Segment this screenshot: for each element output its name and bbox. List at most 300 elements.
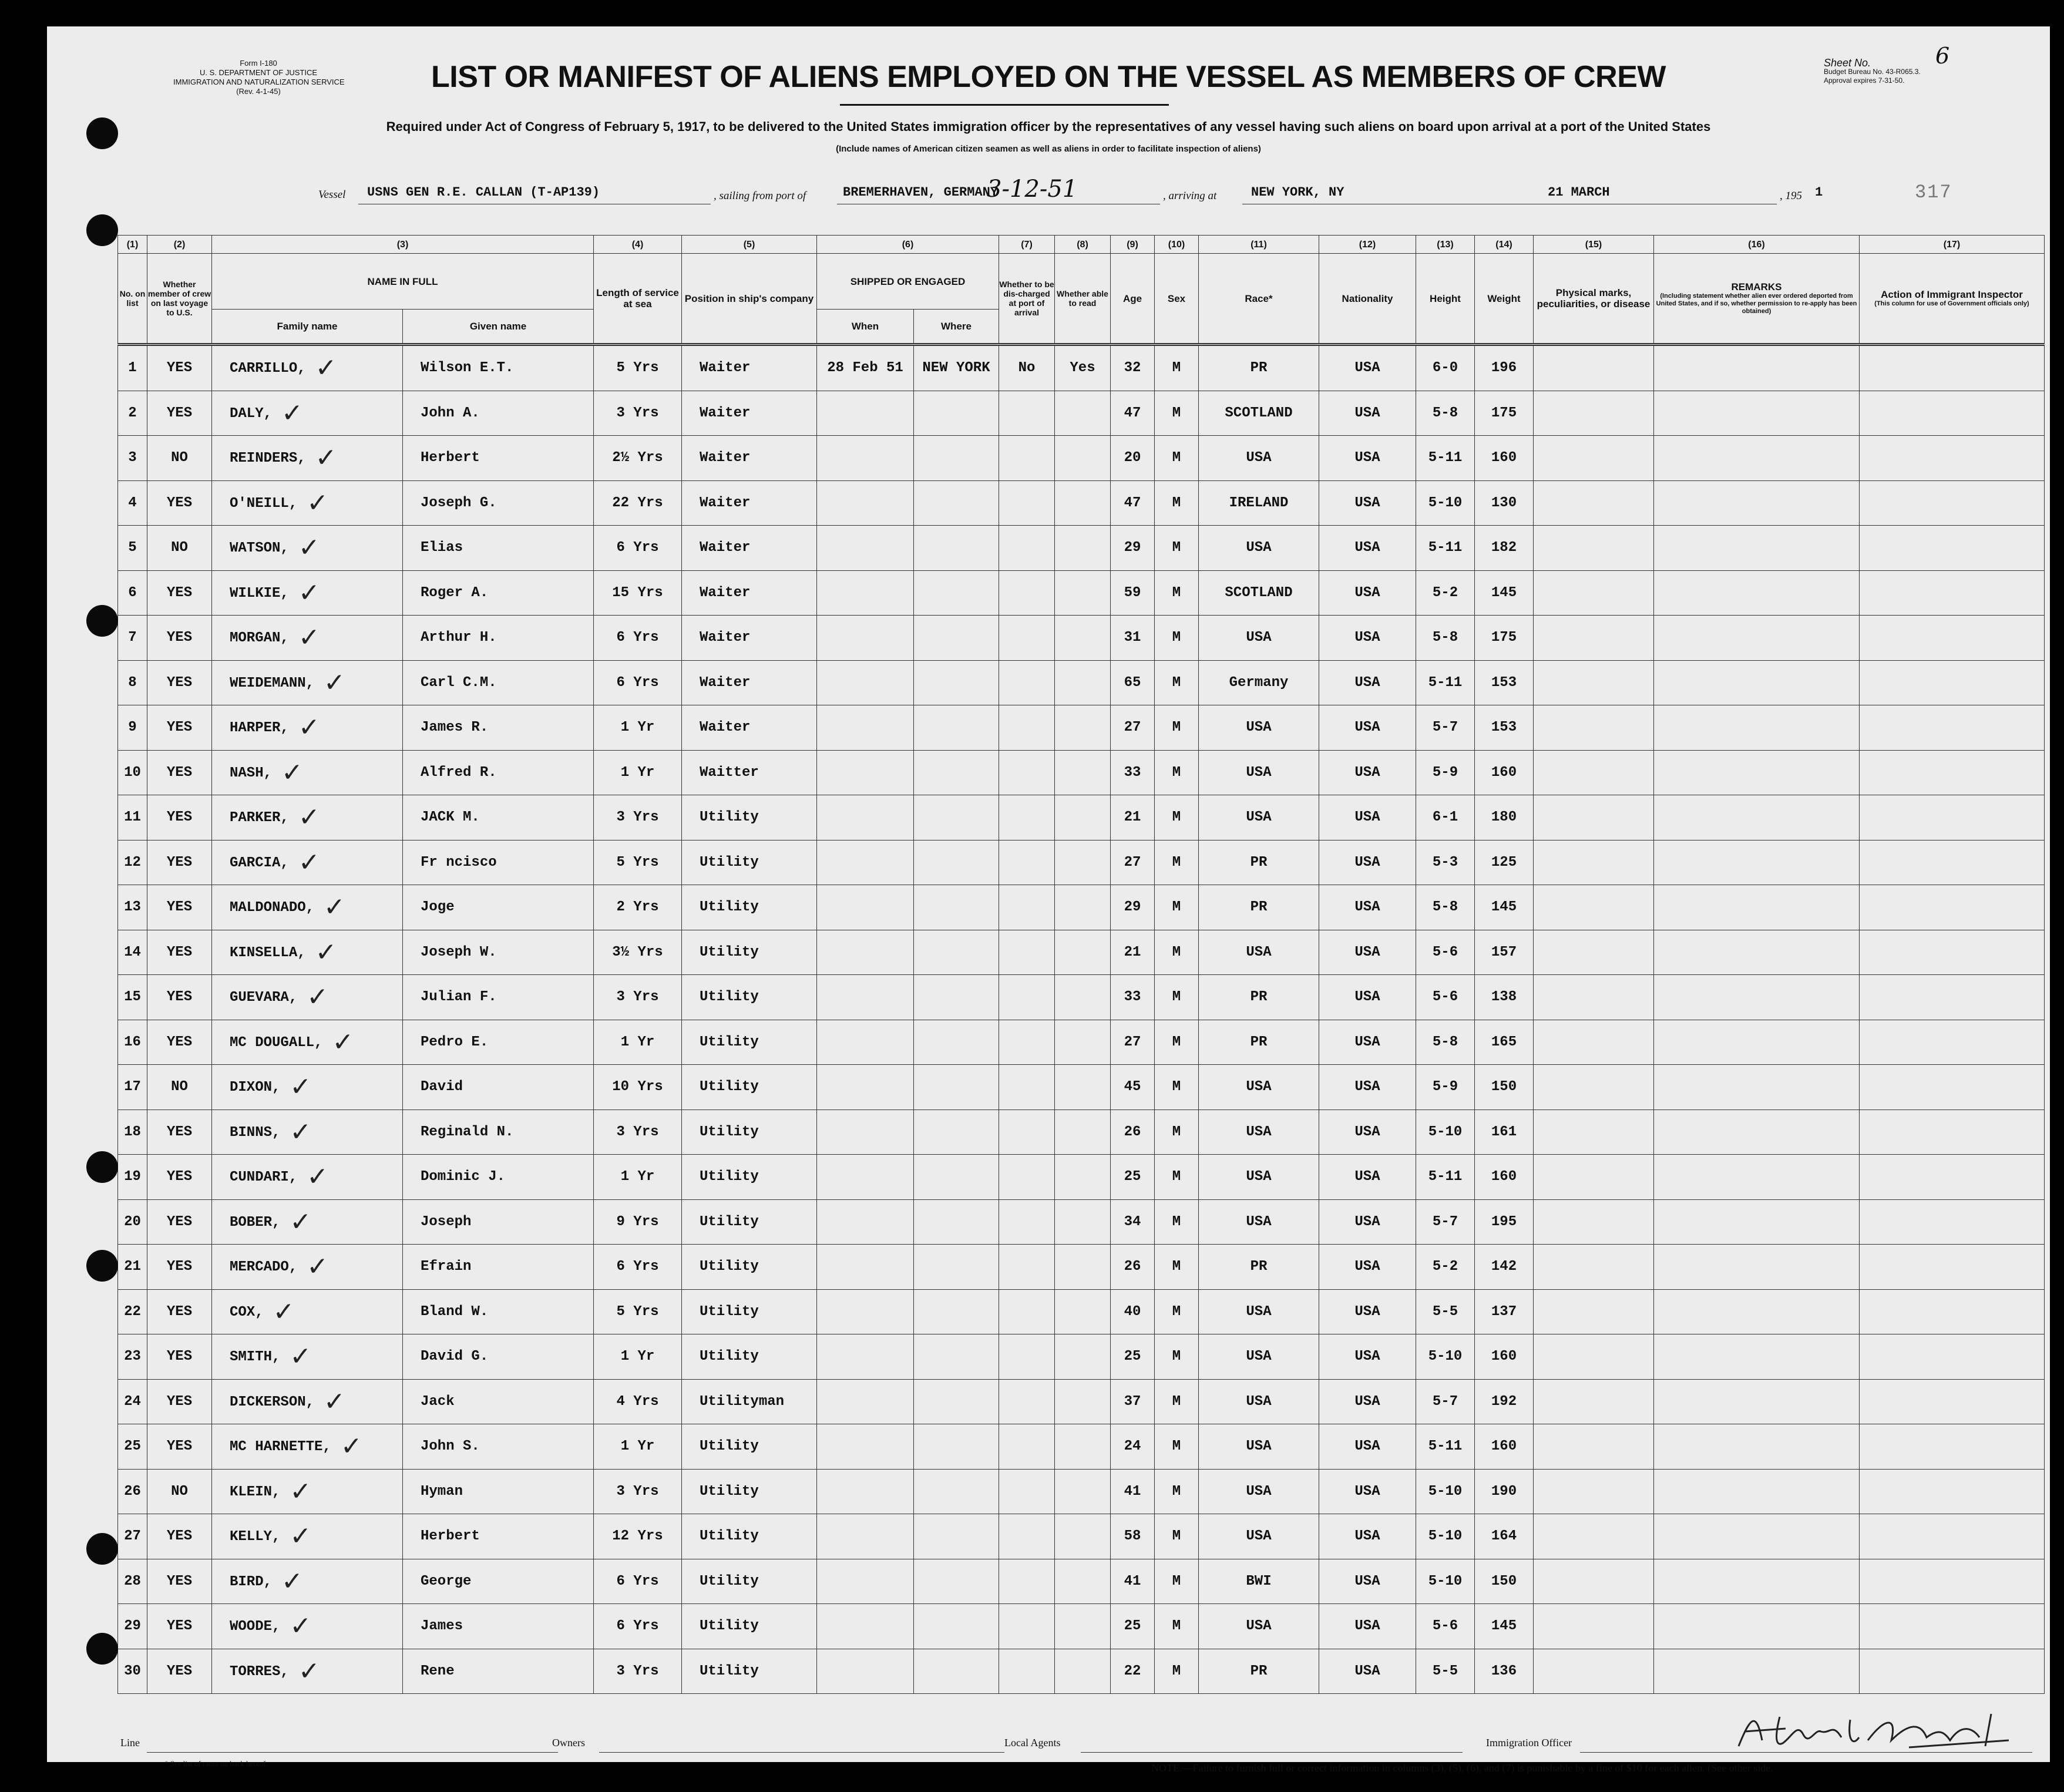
check-mark-icon: ✓ (290, 1476, 312, 1507)
position: Utility (700, 1303, 759, 1320)
sex: M (1172, 584, 1181, 601)
sex-cell (1155, 1110, 1199, 1155)
sex: M (1172, 809, 1181, 826)
height-cell (1416, 1245, 1475, 1290)
height-cell (1416, 1020, 1475, 1065)
binder-hole-6 (86, 1533, 118, 1565)
table-row (118, 436, 2045, 481)
able-to-read-cell (1055, 1199, 1111, 1245)
officer-signature (1733, 1705, 2015, 1758)
discharged-cell (999, 480, 1055, 526)
sex-cell (1155, 1020, 1199, 1065)
nationality-cell (1319, 795, 1416, 840)
position-cell (682, 1334, 817, 1380)
nationality: USA (1354, 720, 1380, 736)
length-of-service-cell (594, 1514, 682, 1559)
sex-cell (1155, 391, 1199, 436)
position: Utility (700, 1213, 759, 1230)
race: PR (1250, 989, 1268, 1006)
nationality: USA (1354, 899, 1380, 916)
member-status: YES (166, 764, 193, 781)
row-number-cell (118, 975, 147, 1020)
able-to-read-cell (1055, 1065, 1111, 1110)
given-name: Joseph (421, 1213, 472, 1230)
row-number: 27 (124, 1528, 141, 1545)
shipped-where-cell (914, 1649, 999, 1694)
shipped-where-cell (914, 1559, 999, 1604)
length-of-service-cell (594, 480, 682, 526)
given-name: JACK M. (421, 809, 480, 826)
family-name-cell (212, 1649, 403, 1694)
check-mark-icon: ✓ (290, 1117, 312, 1147)
row-number-cell (118, 705, 147, 751)
check-mark-icon: ✓ (324, 892, 345, 923)
physical-marks-cell (1534, 750, 1654, 795)
arriving-port: NEW YORK, NY (1251, 185, 1344, 200)
weight-cell (1475, 750, 1534, 795)
member-status-cell (147, 1110, 212, 1155)
height-cell (1416, 1065, 1475, 1110)
weight: 145 (1491, 1618, 1517, 1635)
age: 29 (1124, 540, 1141, 556)
position-cell (682, 1020, 817, 1065)
family-name-cell (212, 1604, 403, 1649)
family-name: PARKER, (230, 810, 289, 826)
header-nationality: Nationality (1319, 254, 1416, 345)
given-name: Alfred R. (421, 764, 497, 781)
shipped-when-cell (817, 975, 914, 1020)
nationality-cell (1319, 705, 1416, 751)
nationality-cell (1319, 1469, 1416, 1514)
agents-label: Local Agents (1004, 1737, 1061, 1749)
shipped-when-cell (817, 840, 914, 885)
position: Waiter (700, 360, 751, 376)
row-number-cell (118, 1155, 147, 1200)
sex: M (1172, 1618, 1181, 1635)
height: 5-9 (1432, 1079, 1458, 1095)
nationality-cell (1319, 660, 1416, 705)
inspector-action-cell (1860, 1559, 2045, 1604)
shipped-where-cell (914, 436, 999, 481)
shipped-where-cell (914, 570, 999, 616)
age: 27 (1124, 720, 1141, 736)
race: USA (1246, 764, 1272, 781)
weight-cell (1475, 885, 1534, 930)
nationality: USA (1354, 1169, 1380, 1185)
row-number-cell (118, 1334, 147, 1380)
sex-cell (1155, 1245, 1199, 1290)
shipped-when-cell (817, 795, 914, 840)
age-cell (1111, 391, 1155, 436)
header-race: Race* (1199, 254, 1319, 345)
shipped-when-cell (817, 1020, 914, 1065)
discharged-cell (999, 1469, 1055, 1514)
height: 5-7 (1432, 720, 1458, 736)
header-no-on-list: No. on list (118, 254, 147, 345)
member-status: YES (166, 1259, 193, 1275)
remarks-cell (1654, 1245, 1860, 1290)
able-to-read-cell (1055, 975, 1111, 1020)
given-name: Jack (421, 1393, 455, 1410)
check-mark-icon: ✓ (290, 1342, 312, 1372)
age: 27 (1124, 854, 1141, 870)
weight-cell (1475, 1514, 1534, 1559)
able-to-read-cell (1055, 795, 1111, 840)
nationality-cell (1319, 1514, 1416, 1559)
height-cell (1416, 1469, 1475, 1514)
member-status-cell (147, 616, 212, 661)
row-number-cell (118, 1424, 147, 1470)
row-number: 28 (124, 1573, 141, 1589)
header-whether-member: Whether member of crew on last voyage to U.S. (147, 254, 212, 345)
remarks-cell (1654, 616, 1860, 661)
sex: M (1172, 1213, 1181, 1230)
revision: (Rev. 4-1-45) (236, 87, 281, 96)
row-number-cell (118, 1469, 147, 1514)
member-status-cell (147, 480, 212, 526)
length-of-service-cell (594, 1155, 682, 1200)
nationality: USA (1354, 630, 1380, 646)
sex: M (1172, 1393, 1181, 1410)
family-name-cell (212, 1559, 403, 1604)
race-cell (1199, 1334, 1319, 1380)
height: 6-1 (1432, 809, 1458, 826)
position: Utility (700, 1438, 759, 1455)
height-cell (1416, 660, 1475, 705)
length-of-service: 2½ Yrs (612, 450, 663, 466)
position: Waiter (700, 540, 751, 556)
height-cell (1416, 616, 1475, 661)
race-cell (1199, 1379, 1319, 1424)
weight: 157 (1491, 944, 1517, 960)
family-name: WEIDEMANN, (230, 675, 315, 691)
nationality: USA (1354, 854, 1380, 870)
sex-cell (1155, 1424, 1199, 1470)
length-of-service-cell (594, 616, 682, 661)
member-status-cell (147, 1289, 212, 1334)
member-status: YES (166, 854, 193, 870)
member-status-cell (147, 885, 212, 930)
shipped-when-cell (817, 1379, 914, 1424)
remarks-cell (1654, 1020, 1860, 1065)
inspector-action-cell (1860, 660, 2045, 705)
age: 24 (1124, 1438, 1141, 1455)
age: 37 (1124, 1393, 1141, 1410)
check-mark-icon: ✓ (340, 1431, 362, 1462)
length-of-service: 15 Yrs (612, 584, 663, 601)
height: 5-10 (1428, 1573, 1463, 1589)
race-cell (1199, 1649, 1319, 1694)
table-row (118, 526, 2045, 571)
length-of-service: 1 Yr (620, 720, 655, 736)
position-cell (682, 1649, 817, 1694)
length-of-service-cell (594, 1065, 682, 1110)
age-cell (1111, 480, 1155, 526)
weight-cell (1475, 1649, 1534, 1694)
given-name-cell (403, 1379, 594, 1424)
able-to-read-cell (1055, 840, 1111, 885)
age: 45 (1124, 1079, 1141, 1095)
shipped-when: 28 Feb 51 (827, 360, 903, 376)
height-cell (1416, 1110, 1475, 1155)
check-mark-icon: ✓ (307, 982, 329, 1013)
header-when: When (817, 310, 914, 345)
given-name: Herbert (421, 1528, 480, 1545)
given-name-cell (403, 1155, 594, 1200)
sex-cell (1155, 795, 1199, 840)
crew-table (117, 235, 2045, 1694)
given-name-cell (403, 526, 594, 571)
length-of-service-cell (594, 345, 682, 391)
discharged-cell (999, 930, 1055, 975)
height-cell (1416, 1649, 1475, 1694)
length-of-service: 3 Yrs (616, 1483, 659, 1500)
nationality: USA (1354, 1259, 1380, 1275)
inspector-action-cell (1860, 1020, 2045, 1065)
check-mark-icon: ✓ (281, 757, 303, 788)
weight: 175 (1491, 405, 1517, 421)
able-to-read-cell (1055, 480, 1111, 526)
shipped-where-cell (914, 705, 999, 751)
sex-cell (1155, 705, 1199, 751)
row-number-cell (118, 1604, 147, 1649)
family-name-cell (212, 1155, 403, 1200)
check-mark-icon: ✓ (298, 623, 320, 653)
shipped-when-cell (817, 660, 914, 705)
family-name: KELLY, (230, 1529, 281, 1545)
height: 5-8 (1432, 899, 1458, 916)
sex-cell (1155, 526, 1199, 571)
race: USA (1246, 809, 1272, 826)
length-of-service-cell (594, 1649, 682, 1694)
race-cell (1199, 391, 1319, 436)
position-cell (682, 885, 817, 930)
weight-cell (1475, 1424, 1534, 1470)
sailing-port: BREMERHAVEN, GERMANY (843, 185, 999, 200)
inspector-action-cell (1860, 840, 2045, 885)
header-weight: Weight (1475, 254, 1534, 345)
shipped-when-cell (817, 705, 914, 751)
shipped-when-cell (817, 1155, 914, 1200)
physical-marks-cell (1534, 1155, 1654, 1200)
row-number: 9 (128, 720, 137, 736)
height: 5-10 (1428, 1528, 1463, 1545)
weight: 142 (1491, 1259, 1517, 1275)
table-row (118, 616, 2045, 661)
able-to-read-cell (1055, 1334, 1111, 1380)
family-name-cell (212, 1110, 403, 1155)
col-no-4: (4) (594, 236, 682, 254)
height-cell (1416, 1155, 1475, 1200)
race: USA (1246, 1079, 1272, 1095)
age-cell (1111, 840, 1155, 885)
discharged-cell (999, 705, 1055, 751)
table-row (118, 705, 2045, 751)
given-name-cell (403, 705, 594, 751)
weight-cell (1475, 480, 1534, 526)
col-no-15: (15) (1534, 236, 1654, 254)
age-cell (1111, 930, 1155, 975)
age: 41 (1124, 1483, 1141, 1500)
sex-cell (1155, 570, 1199, 616)
nationality-cell (1319, 1604, 1416, 1649)
header-position: Position in ship's company (682, 254, 817, 345)
remarks-cell (1654, 1334, 1860, 1380)
given-name: James (421, 1618, 463, 1635)
sex: M (1172, 764, 1181, 781)
remarks-cell (1654, 885, 1860, 930)
age-cell (1111, 1469, 1155, 1514)
position: Utility (700, 1528, 759, 1545)
position-cell (682, 750, 817, 795)
check-mark-icon: ✓ (290, 1521, 312, 1552)
given-name: Wilson E.T. (421, 360, 514, 376)
length-of-service: 6 Yrs (616, 630, 659, 646)
shipped-where-cell (914, 345, 999, 391)
length-of-service: 4 Yrs (616, 1393, 659, 1410)
able-to-read-cell (1055, 526, 1111, 571)
row-number-cell (118, 1065, 147, 1110)
binder-hole-5 (86, 1250, 118, 1282)
service: IMMIGRATION AND NATURALIZATION SERVICE (173, 78, 345, 86)
sex-cell (1155, 1604, 1199, 1649)
manifest-sheet (47, 26, 2050, 1774)
weight: 164 (1491, 1528, 1517, 1545)
family-name-cell (212, 930, 403, 975)
member-status: YES (166, 1124, 193, 1140)
physical-marks-cell (1534, 436, 1654, 481)
race-cell (1199, 975, 1319, 1020)
shipped-when-cell (817, 1199, 914, 1245)
row-number: 24 (124, 1393, 141, 1410)
row-number-cell (118, 1379, 147, 1424)
length-of-service: 1 Yr (620, 1349, 655, 1365)
given-name: Reginald N. (421, 1124, 514, 1140)
race: PR (1250, 1663, 1268, 1679)
table-row (118, 1514, 2045, 1559)
row-number: 26 (124, 1483, 141, 1500)
shipped-when-cell (817, 1065, 914, 1110)
sheet-number: 6 (1935, 43, 1950, 69)
weight-cell (1475, 1604, 1534, 1649)
shipped-when-cell (817, 1424, 914, 1470)
family-name: MALDONADO, (230, 900, 315, 916)
row-number-cell (118, 1110, 147, 1155)
discharged-cell (999, 436, 1055, 481)
header-sex: Sex (1155, 254, 1199, 345)
discharged-cell (999, 840, 1055, 885)
height: 5-7 (1432, 1393, 1458, 1410)
race-cell (1199, 1110, 1319, 1155)
race: PR (1250, 1259, 1268, 1275)
col-no-2: (2) (147, 236, 212, 254)
position-cell (682, 795, 817, 840)
discharged-cell (999, 1199, 1055, 1245)
height-cell (1416, 705, 1475, 751)
weight-cell (1475, 1155, 1534, 1200)
age-cell (1111, 1379, 1155, 1424)
nationality: USA (1354, 944, 1380, 960)
member-status: YES (166, 944, 193, 960)
check-mark-icon: ✓ (315, 353, 337, 384)
sex: M (1172, 674, 1181, 691)
check-mark-icon: ✓ (290, 1611, 312, 1642)
length-of-service-cell (594, 1469, 682, 1514)
table-row (118, 1334, 2045, 1380)
height: 5-11 (1428, 450, 1463, 466)
member-status: NO (171, 450, 188, 466)
remarks-cell (1654, 750, 1860, 795)
member-status-cell (147, 1020, 212, 1065)
position-cell (682, 1469, 817, 1514)
header-height: Height (1416, 254, 1475, 345)
position-cell (682, 1110, 817, 1155)
race: PR (1250, 1034, 1268, 1050)
height-cell (1416, 526, 1475, 571)
position-cell (682, 840, 817, 885)
height: 5-11 (1428, 1438, 1463, 1455)
height-cell (1416, 930, 1475, 975)
member-status: YES (166, 899, 193, 916)
member-status-cell (147, 1469, 212, 1514)
position-cell (682, 436, 817, 481)
given-name-cell (403, 660, 594, 705)
physical-marks-cell (1534, 1379, 1654, 1424)
remarks-cell (1654, 1514, 1860, 1559)
col-no-8: (8) (1055, 236, 1111, 254)
sex-cell (1155, 750, 1199, 795)
shipped-where-cell (914, 616, 999, 661)
discharged-cell (999, 795, 1055, 840)
inspector-action-cell (1860, 1245, 2045, 1290)
given-name-cell (403, 930, 594, 975)
age: 31 (1124, 630, 1141, 646)
sex: M (1172, 495, 1181, 511)
age: 25 (1124, 1618, 1141, 1635)
nationality-cell (1319, 975, 1416, 1020)
shipped-when-cell (817, 930, 914, 975)
sex-cell (1155, 1155, 1199, 1200)
weight: 136 (1491, 1663, 1517, 1679)
physical-marks-cell (1534, 840, 1654, 885)
given-name: John S. (421, 1438, 480, 1455)
col-no-5: (5) (682, 236, 817, 254)
height: 5-2 (1432, 584, 1458, 601)
binder-hole-3 (86, 605, 118, 637)
physical-marks-cell (1534, 975, 1654, 1020)
weight: 145 (1491, 584, 1517, 601)
remarks-cell (1654, 1110, 1860, 1155)
race: USA (1246, 1483, 1272, 1500)
family-name-cell (212, 1199, 403, 1245)
weight: 125 (1491, 854, 1517, 870)
race: USA (1246, 1169, 1272, 1185)
age-cell (1111, 750, 1155, 795)
row-number: 11 (124, 809, 141, 826)
length-of-service-cell (594, 1020, 682, 1065)
check-mark-icon: ✓ (281, 1566, 303, 1596)
row-number: 14 (124, 944, 141, 960)
given-name: George (421, 1573, 472, 1589)
age: 47 (1124, 405, 1141, 421)
table-row (118, 480, 2045, 526)
discharged-cell (999, 750, 1055, 795)
height-cell (1416, 885, 1475, 930)
shipped-where-cell (914, 1110, 999, 1155)
row-number-cell (118, 660, 147, 705)
discharged-cell (999, 1110, 1055, 1155)
nationality-cell (1319, 1424, 1416, 1470)
